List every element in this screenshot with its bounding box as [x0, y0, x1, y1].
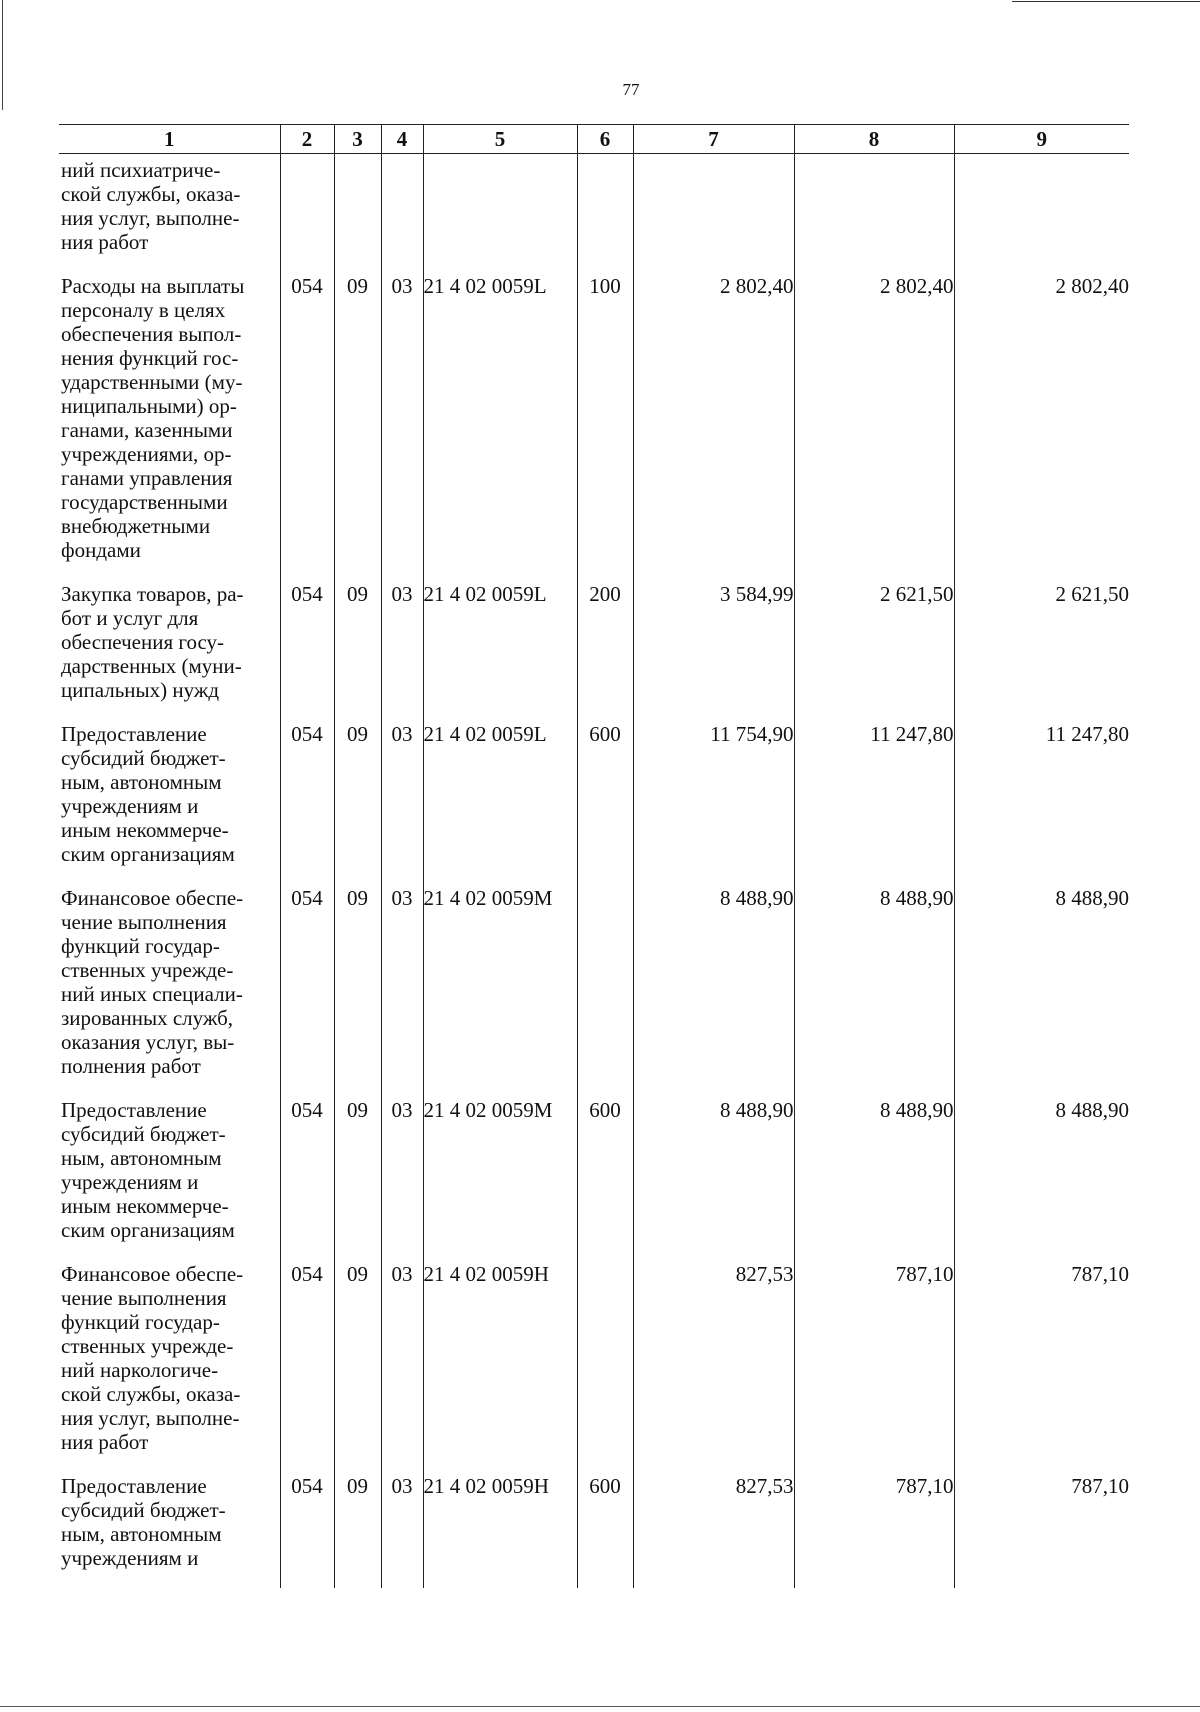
header-col-4: 4: [381, 125, 423, 154]
cell-ministry-code: 054: [280, 1260, 334, 1472]
cell-amount-col9: 11 247,80: [954, 720, 1129, 884]
header-row: [59, 125, 1129, 154]
cell-expense-type: 100: [577, 272, 633, 580]
header-col-8: 8: [794, 125, 954, 154]
header-col-3: 3: [334, 125, 381, 154]
cell-subsection-code: 03: [381, 272, 423, 580]
cell-subsection-code: 03: [381, 580, 423, 720]
cell-subsection-code: 03: [381, 1096, 423, 1260]
cell-amount-col9: 787,10: [954, 1260, 1129, 1472]
cell-target-article: 21 4 02 0059H: [423, 1472, 577, 1588]
row-description: Закупка товаров, ра- бот и услуг для обеспечения госу- дарственных (муни- ципальных) нужд: [61, 582, 244, 702]
cell-amount-col7: 2 802,40: [633, 272, 794, 580]
header-col-7: 7: [633, 125, 794, 154]
cell-amount-col9: 8 488,90: [954, 1096, 1129, 1260]
cell-amount-col7: 11 754,90: [633, 720, 794, 884]
row-description: Предоставление субсидий бюджет- ным, автономным учреждениям и иным некоммерче- ским организациям: [61, 722, 235, 866]
cell-section-code: 09: [334, 884, 381, 1096]
cell-amount-col9: 2 802,40: [954, 272, 1129, 580]
cell-ministry-code: 054: [280, 1472, 334, 1588]
table-row: [59, 272, 1129, 580]
row-description: Финансовое обеспе- чение выполнения функций государ- ственных учрежде- ний иных специали- зированных служб, оказания услуг, вы- полнения работ: [61, 886, 244, 1078]
cell-subsection-code: 03: [381, 1260, 423, 1472]
budget-table: [59, 124, 1129, 1588]
cell-expense-type: [577, 1260, 633, 1472]
cell-amount-col9: [954, 154, 1129, 273]
table-row: [59, 1472, 1129, 1588]
row-description: Предоставление субсидий бюджет- ным, автономным учреждениям и: [61, 1474, 226, 1570]
cell-amount-col8: 787,10: [794, 1260, 954, 1472]
cell-target-article: 21 4 02 0059L: [423, 272, 577, 580]
table-row: [59, 1096, 1129, 1260]
cell-amount-col9: 787,10: [954, 1472, 1129, 1588]
cell-expense-type: [577, 884, 633, 1096]
cell-expense-type: 600: [577, 1096, 633, 1260]
row-description: Финансовое обеспе- чение выполнения функций государ- ственных учрежде- ний наркологиче- ской службы, оказа- ния услуг, выполне- ния работ: [61, 1262, 244, 1454]
cell-amount-col8: [794, 154, 954, 273]
table-row: [59, 154, 1129, 273]
cell-ministry-code: 054: [280, 272, 334, 580]
cell-amount-col7: 827,53: [633, 1260, 794, 1472]
page-number: 77: [622, 80, 640, 99]
cell-amount-col7: 8 488,90: [633, 884, 794, 1096]
cell-expense-type: 600: [577, 1472, 633, 1588]
header-col-1: 1: [59, 125, 280, 154]
table-row: [59, 720, 1129, 884]
cell-target-article: 21 4 02 0059H: [423, 1260, 577, 1472]
cell-target-article: 21 4 02 0059L: [423, 580, 577, 720]
cell-section-code: 09: [334, 720, 381, 884]
cell-target-article: 21 4 02 0059M: [423, 884, 577, 1096]
cell-amount-col9: 8 488,90: [954, 884, 1129, 1096]
cell-ministry-code: 054: [280, 720, 334, 884]
cell-amount-col8: 2 621,50: [794, 580, 954, 720]
header-col-2: 2: [280, 125, 334, 154]
cell-subsection-code: 03: [381, 720, 423, 884]
cell-target-article: [423, 154, 577, 273]
cell-amount-col8: 11 247,80: [794, 720, 954, 884]
cell-ministry-code: 054: [280, 1096, 334, 1260]
cell-subsection-code: 03: [381, 1472, 423, 1588]
cell-amount-col7: 8 488,90: [633, 1096, 794, 1260]
cell-ministry-code: [280, 154, 334, 273]
cell-section-code: [334, 154, 381, 273]
cell-section-code: 09: [334, 272, 381, 580]
bottom-edge-rule: [0, 1706, 1200, 1707]
cell-amount-col9: 2 621,50: [954, 580, 1129, 720]
cell-ministry-code: 054: [280, 884, 334, 1096]
cell-section-code: 09: [334, 1472, 381, 1588]
cell-amount-col7: 3 584,99: [633, 580, 794, 720]
cell-expense-type: 200: [577, 580, 633, 720]
cell-section-code: 09: [334, 1260, 381, 1472]
cell-amount-col8: 8 488,90: [794, 884, 954, 1096]
row-description: Предоставление субсидий бюджет- ным, автономным учреждениям и иным некоммерче- ским организациям: [61, 1098, 235, 1242]
table-row: [59, 580, 1129, 720]
cell-section-code: 09: [334, 580, 381, 720]
header-col-9: 9: [954, 125, 1129, 154]
header-col-5: 5: [423, 125, 577, 154]
row-description: ний психиатриче- ской службы, оказа- ния услуг, выполне- ния работ: [61, 158, 241, 254]
cell-target-article: 21 4 02 0059M: [423, 1096, 577, 1260]
cell-section-code: 09: [334, 1096, 381, 1260]
cell-amount-col8: 2 802,40: [794, 272, 954, 580]
cell-subsection-code: [381, 154, 423, 273]
table-row: [59, 884, 1129, 1096]
cell-expense-type: 600: [577, 720, 633, 884]
table-row: [59, 1260, 1129, 1472]
cell-subsection-code: 03: [381, 884, 423, 1096]
cell-expense-type: [577, 154, 633, 273]
top-edge-rule: [1012, 1, 1200, 2]
cell-amount-col7: [633, 154, 794, 273]
cell-amount-col7: 827,53: [633, 1472, 794, 1588]
cell-target-article: 21 4 02 0059L: [423, 720, 577, 884]
table-body: [59, 154, 1129, 1589]
cell-amount-col8: 8 488,90: [794, 1096, 954, 1260]
header-col-6: 6: [577, 125, 633, 154]
row-description: Расходы на выплаты персоналу в целях обеспечения выпол- нения функций гос- ударственными (му- ниципальными) ор- ганами, казенными учреждениями, ор- ганами управления государственными внебюджетными фондами: [61, 274, 245, 562]
cell-ministry-code: 054: [280, 580, 334, 720]
cell-amount-col8: 787,10: [794, 1472, 954, 1588]
